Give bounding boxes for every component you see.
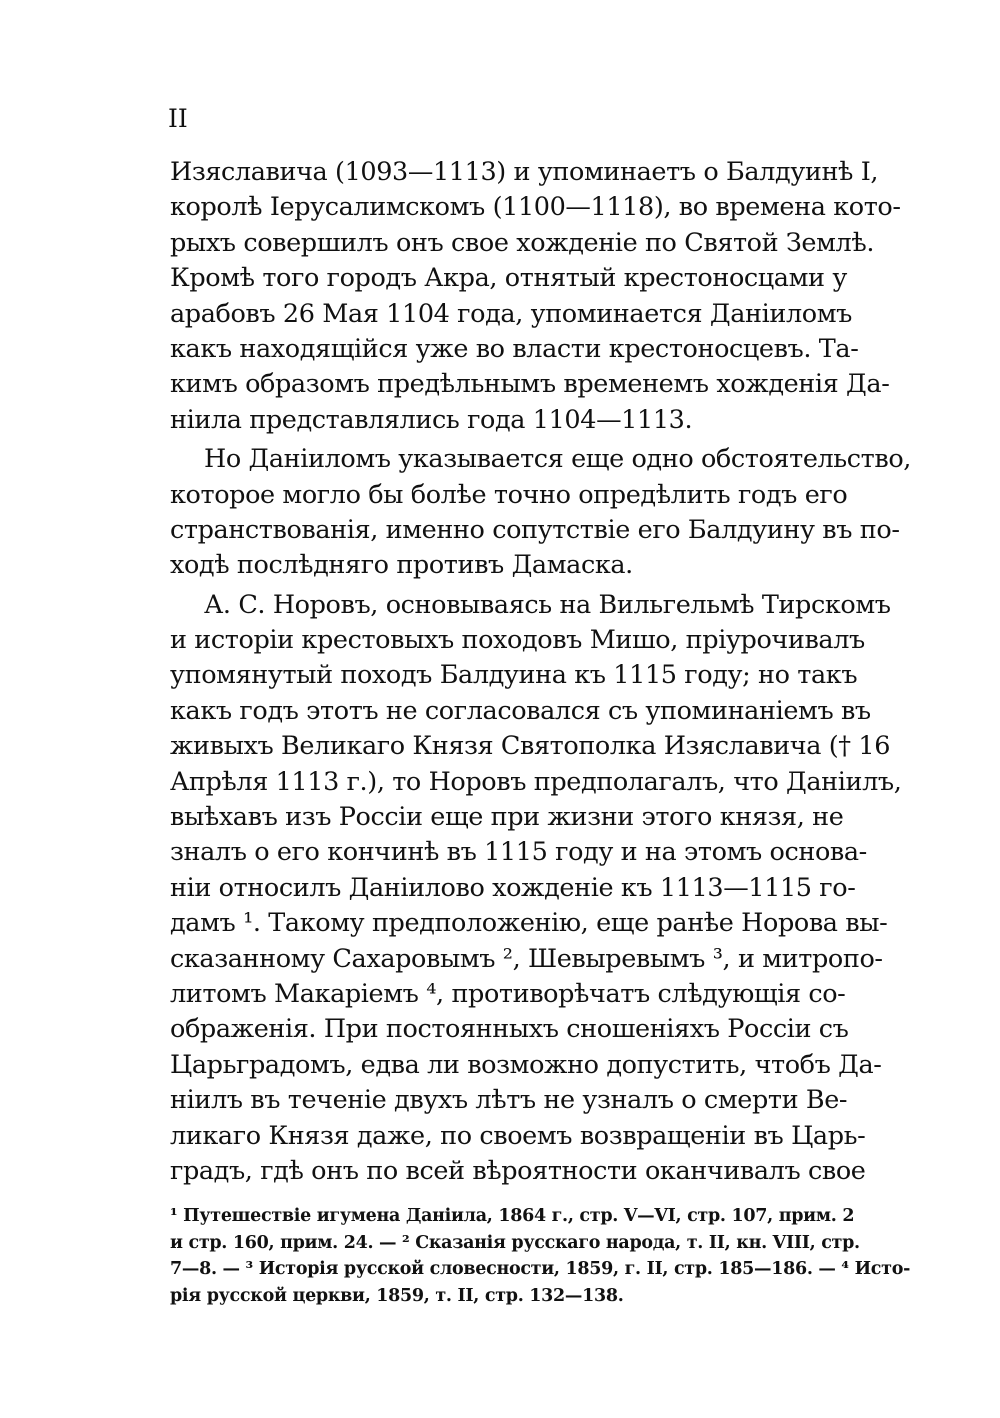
- text-line: литомъ Макаріемъ ⁴, противорѣчатъ слѣдующія со-: [170, 978, 846, 1009]
- text-line: упомянутый походъ Балдуина къ 1115 году; но такъ: [170, 660, 858, 691]
- paragraph-1: [170, 155, 901, 438]
- footnote-line: рія русской церкви, 1859, т. II, стр. 132—138.: [170, 1285, 624, 1306]
- footnote-line: ¹ Путешествіе игумена Даніила, 1864 г., стр. V—VI, стр. 107, прим. 2: [170, 1206, 855, 1226]
- text-line: дамъ ¹. Такому предположенію, еще ранѣе Норова вы-: [170, 908, 888, 939]
- footnote-line: и стр. 160, прим. 24. — ² Сказанія русскаго народа, т. II, кн. VIII, стр.: [170, 1232, 860, 1253]
- text-line: Апрѣля 1113 г.), то Норовъ предполагалъ, что Даніилъ,: [170, 766, 902, 797]
- text-line: ніила представлялись года 1104—1113.: [170, 404, 693, 435]
- text-line: сказанному Сахаровымъ ², Шевыревымъ ³, и митропо-: [170, 943, 883, 974]
- text-line: ніи относилъ Даніилово хожденіе къ 1113—1115 го-: [170, 872, 856, 903]
- text-line: арабовъ 26 Мая 1104 года, упоминается Даніиломъ: [170, 298, 852, 329]
- text-line: королѣ Іерусалимскомъ (1100—1118), во времена кото-: [170, 192, 901, 223]
- text-line: ходѣ послѣдняго противъ Дамаска.: [170, 550, 633, 581]
- text-line: Кромѣ того городъ Акра, отнятый крестоносцами у: [170, 263, 847, 294]
- text-line: зналъ о его кончинѣ въ 1115 году и на этомъ основа-: [170, 837, 867, 868]
- text-line: А. С. Норовъ, основываясь на Вильгельмѣ Тирскомъ: [204, 589, 891, 620]
- text-line: выѣхавъ изъ Россіи еще при жизни этого князя, не: [170, 802, 844, 833]
- text-line: Царьградомъ, едва ли возможно допустить, чтобъ Да-: [170, 1049, 882, 1080]
- paragraph-2: [170, 442, 911, 584]
- paragraph-3: [170, 588, 902, 1190]
- text-line: которое могло бы болѣе точно опредѣлить годъ его: [170, 479, 848, 510]
- text-line: живыхъ Великаго Князя Святополка Изяславича († 16: [170, 731, 891, 762]
- text-line: какъ находящійся уже во власти крестоносцевъ. Та-: [170, 333, 859, 364]
- text-line: какъ годъ этотъ не согласовался съ упоминаніемъ въ: [170, 695, 871, 726]
- text-line: и исторіи крестовыхъ походовъ Мишо, пріурочивалъ: [170, 625, 865, 656]
- text-line: кимъ образомъ предѣльнымъ временемъ хожденія Да-: [170, 369, 890, 400]
- text-line: ображенія. При постоянныхъ сношеніяхъ Россіи съ: [170, 1014, 849, 1045]
- text-line: градъ, гдѣ онъ по всей вѣроятности оканчивалъ свое: [170, 1155, 866, 1186]
- text-line: странствованія, именно сопутствіе его Балдуину въ по-: [170, 514, 900, 545]
- text-line: ніилъ въ теченіе двухъ лѣтъ не узналъ о смерти Ве-: [170, 1085, 848, 1116]
- body-text: [170, 155, 911, 1189]
- footnote-line: 7—8. — ³ Исторія русской словесности, 1859, г. II, стр. 185—186. — ⁴ Исто-: [170, 1259, 911, 1279]
- footnotes: [170, 1203, 911, 1309]
- text-line: Изяславича (1093—1113) и упоминаетъ о Балдуинѣ I,: [170, 157, 879, 187]
- text-line: рыхъ совершилъ онъ свое хожденіе по Святой Землѣ.: [170, 227, 875, 258]
- text-line: ликаго Князя даже, по своемъ возвращеніи въ Царь-: [170, 1120, 866, 1151]
- text-line: Но Даніиломъ указывается еще одно обстоятельство,: [204, 444, 911, 475]
- page-number: II: [168, 104, 188, 133]
